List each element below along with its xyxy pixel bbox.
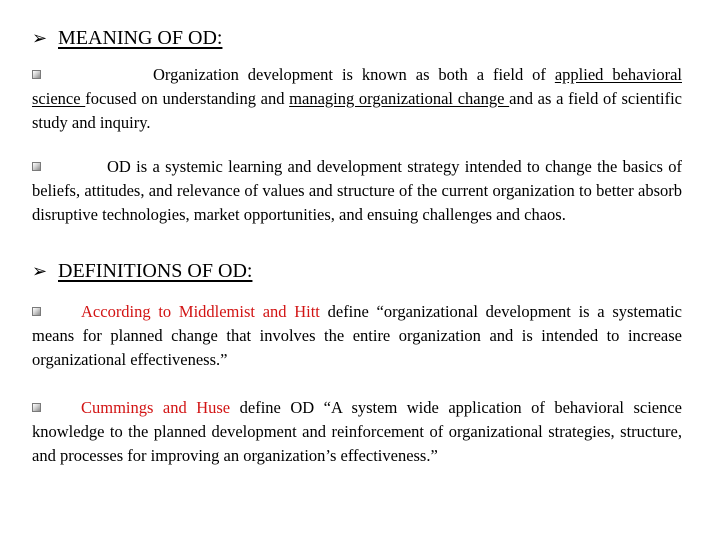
meaning-paragraph-2: [32, 155, 682, 227]
checkbox-bullet-icon: [32, 70, 41, 79]
meaning-p1-text-3: and as a field of scientific study and inquiry.: [32, 89, 682, 132]
checkbox-bullet-icon: [32, 403, 41, 412]
checkbox-bullet-icon: [32, 162, 41, 171]
arrow-bullet-icon: ➢: [32, 28, 48, 48]
definitions-p2-author: Cummings and Huse: [81, 398, 231, 417]
meaning-p1-text-1: Organization development is known as both a field of: [153, 65, 555, 84]
definitions-paragraph-1: [32, 300, 682, 372]
definitions-p1-author: According to Middlemist and Hitt: [81, 302, 320, 321]
definitions-paragraph-2: [32, 396, 682, 468]
definitions-heading: [32, 259, 252, 283]
meaning-p1-underlined-2: managing organizational change: [289, 89, 510, 108]
meaning-p2-text: OD is a systemic learning and development strategy intended to change the basics of beliefs, attitudes, and relevance of values and structure of the current organization to better absorb disruptive technologies, market opportunities, and ensuing challenges and chaos.: [32, 157, 682, 224]
meaning-paragraph-1: [32, 63, 682, 135]
meaning-p1-text-2: focused on understanding and: [85, 89, 290, 108]
definitions-p2-text: define OD “A system wide application of behavioral science knowledge to the planned development and reinforcement of organizational strategies, structure, and processes for improving an organization’s effectiveness.”: [32, 398, 683, 465]
arrow-bullet-icon: ➢: [32, 261, 48, 281]
meaning-heading-text: MEANING OF OD:: [58, 27, 223, 49]
checkbox-bullet-icon: [32, 307, 41, 316]
meaning-p1-underlined-1: applied behavioral science: [32, 65, 682, 108]
definitions-heading-text: DEFINITIONS OF OD:: [58, 260, 253, 282]
meaning-heading: [32, 26, 222, 50]
definitions-p1-text: define “organizational development is a systematic means for planned change that involves the entire organization and is intended to increase organizational effectiveness.”: [32, 302, 682, 369]
